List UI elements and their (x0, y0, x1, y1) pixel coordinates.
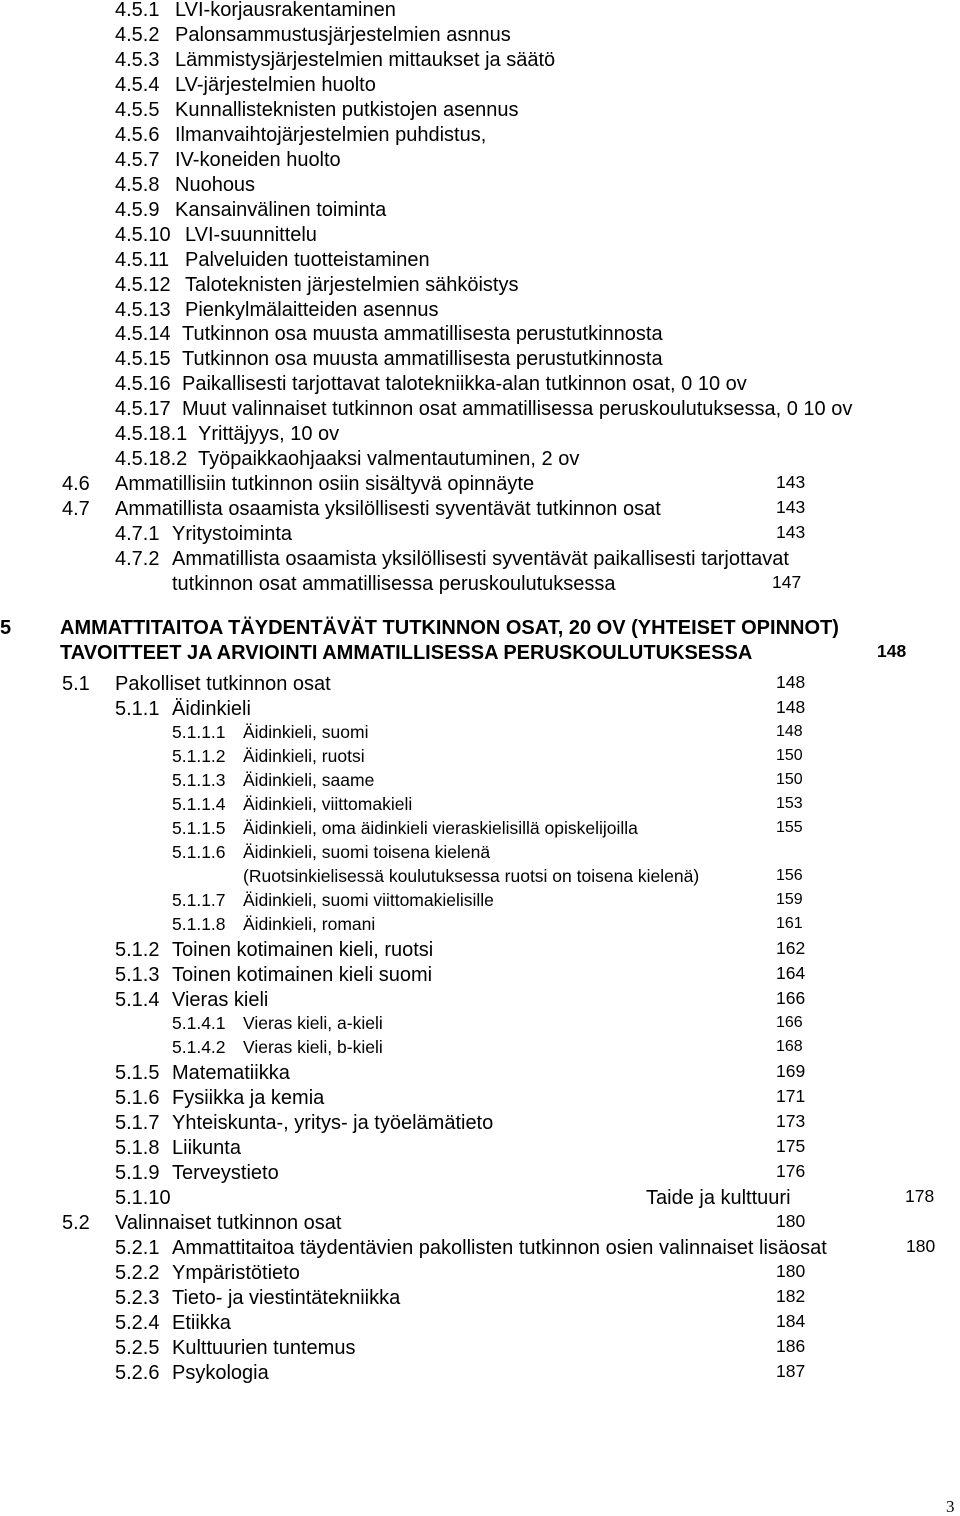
toc-entry-page: 180 (776, 1261, 806, 1281)
toc-entry-number: 4.5.18.1 (115, 423, 188, 445)
toc-entry-title: Liikunta (172, 1137, 241, 1159)
toc-entry-page: 169 (776, 1061, 806, 1081)
toc-entry-number: 4.5.1 (115, 0, 160, 21)
toc-entry-title: Äidinkieli, oma äidinkieli vieraskielisillä opiskelijoilla (243, 818, 638, 838)
toc-entry-title: Äidinkieli, suomi viittomakielisille (243, 890, 494, 910)
toc-entry-number: 5.1.1 (115, 698, 160, 720)
toc-entry-number: 5.2.1 (115, 1237, 160, 1259)
toc-entry-number: 5.2.2 (115, 1262, 160, 1284)
toc-entry-title: Palveluiden tuotteistaminen (185, 249, 430, 271)
toc-entry-number: 5.1.1.7 (172, 890, 226, 910)
toc-entry-page: 178 (905, 1186, 935, 1206)
toc-entry-page: 162 (776, 938, 806, 958)
toc-entry-title: Tutkinnon osa muusta ammatillisesta perustutkinnosta (182, 348, 663, 370)
toc-entry-number: 4.5.11 (115, 249, 170, 271)
toc-entry-number: 4.7.1 (115, 523, 160, 545)
toc-entry-number: 4.5.4 (115, 74, 160, 96)
toc-entry-number: 5.1.6 (115, 1087, 160, 1109)
toc-entry-page: 159 (776, 891, 803, 908)
toc-entry-page: 168 (776, 1038, 803, 1055)
toc-entry-title: tutkinnon osat ammatillisessa peruskoulutuksessa (172, 573, 616, 595)
toc-entry-page: 161 (776, 915, 803, 932)
toc-entry-title: Äidinkieli, saame (243, 770, 375, 790)
toc-entry-title: Ympäristötieto (172, 1262, 300, 1284)
toc-entry-title: Äidinkieli, suomi toisena kielenä (243, 842, 491, 862)
toc-entry-number: 4.5.12 (115, 274, 171, 296)
toc-entry-title: Vieras kieli (172, 989, 269, 1011)
toc-entry-title: Toinen kotimainen kieli, ruotsi (172, 939, 434, 961)
toc-entry-number: 4.5.14 (115, 323, 171, 345)
toc-entry-title: Fysiikka ja kemia (172, 1087, 325, 1109)
toc-entry-number: 4.7.2 (115, 548, 160, 570)
toc-entry-number: 4.7 (62, 498, 90, 520)
toc-entry-title: Äidinkieli, ruotsi (243, 746, 365, 766)
toc-entry-title: Terveystieto (172, 1162, 279, 1184)
toc-entry-title: Paikallisesti tarjottavat talotekniikka-alan tutkinnon osat, 0 10 ov (182, 373, 747, 395)
toc-entry-number: 5.1.1.8 (172, 914, 226, 934)
toc-entry-number: 4.5.6 (115, 124, 160, 146)
toc-entry-title: Toinen kotimainen kieli suomi (172, 964, 433, 986)
toc-entry-number: 5.1 (62, 673, 90, 695)
toc-entry-title: Matematiikka (172, 1062, 290, 1084)
toc-entry-number: 4.6 (62, 473, 90, 495)
toc-entry-number: 5.2.5 (115, 1337, 160, 1359)
toc-entry-title: Lämmistysjärjestelmien mittaukset ja säätö (175, 49, 556, 71)
toc-entry-title: (Ruotsinkielisessä koulutuksessa ruotsi on toisena kielenä) (243, 866, 700, 886)
toc-entry-page: 150 (776, 771, 803, 788)
toc-entry-number: 5 (0, 617, 12, 639)
toc-entry-title: Kulttuurien tuntemus (172, 1337, 356, 1359)
page-number: 3 (946, 1497, 955, 1516)
toc-entry-title: Tutkinnon osa muusta ammatillisesta perustutkinnosta (182, 323, 663, 345)
toc-entry-page: 176 (776, 1161, 806, 1181)
toc-entry-page: 184 (776, 1311, 806, 1331)
toc-entry-title: Vieras kieli, b-kieli (243, 1037, 383, 1057)
toc-entry-number: 4.5.8 (115, 174, 160, 196)
toc-entry-page: 147 (772, 572, 802, 592)
toc-entry-number: 5.1.4.2 (172, 1037, 226, 1057)
toc-entry-title: Äidinkieli, suomi (243, 722, 369, 742)
toc-entry-title: Psykologia (172, 1362, 269, 1384)
toc-entry-number: 4.5.7 (115, 149, 160, 171)
toc-entry-number: 4.5.2 (115, 24, 160, 46)
toc-entry-title: Pienkylmälaitteiden asennus (185, 299, 439, 321)
toc-entry-page: 143 (776, 472, 806, 492)
toc-entry-page: 148 (776, 723, 803, 740)
toc-entry-number: 5.1.9 (115, 1162, 160, 1184)
toc-entry-number: 4.5.13 (115, 299, 171, 321)
toc-entry-title: Palonsammustusjärjestelmien asnnus (175, 24, 511, 46)
toc-entry-number: 4.5.10 (115, 224, 171, 246)
toc-entry-number: 4.5.9 (115, 199, 160, 221)
toc-entry-title: LVI-suunnittelu (185, 224, 317, 246)
toc-entry-page: 143 (776, 497, 806, 517)
toc-entry-title: LV-järjestelmien huolto (175, 74, 376, 96)
toc-entry-number: 5.1.1.2 (172, 746, 226, 766)
toc-entry-title: Etiikka (172, 1312, 231, 1334)
toc-entry-title: Tieto- ja viestintätekniikka (172, 1287, 401, 1309)
toc-entry-page: 148 (776, 697, 806, 717)
toc-entry-page: 186 (776, 1336, 806, 1356)
toc-entry-number: 5.1.1.6 (172, 842, 226, 862)
toc-entry-number: 5.1.1.3 (172, 770, 226, 790)
toc-entry-title: Taide ja kulttuuri (646, 1187, 791, 1209)
toc-entry-title: Ammattitaitoa täydentävien pakollisten tutkinnon osien valinnaiset lisäosat (172, 1237, 827, 1259)
toc-entry-number: 5.1.10 (115, 1187, 171, 1209)
toc-entry-number: 5.1.4 (115, 989, 160, 1011)
toc-entry-title: Kansainvälinen toiminta (175, 199, 387, 221)
toc-entry-number: 4.5.15 (115, 348, 171, 370)
toc-entry-page: 187 (776, 1361, 806, 1381)
toc-entry-page: 173 (776, 1111, 806, 1131)
toc-entry-page: 143 (776, 522, 806, 542)
toc-entry-number: 5.1.3 (115, 964, 160, 986)
toc-entry-title: Kunnallisteknisten putkistojen asennus (175, 99, 519, 121)
toc-entry-title: Vieras kieli, a-kieli (243, 1013, 383, 1033)
toc-entry-title: Taloteknisten järjestelmien sähköistys (185, 274, 519, 296)
toc-entry-page: 166 (776, 988, 806, 1008)
toc-entry-number: 5.1.2 (115, 939, 160, 961)
toc-entry-title: Nuohous (175, 174, 256, 196)
toc-entry-number: 4.5.3 (115, 49, 160, 71)
toc-entry-title: Ammatillisiin tutkinnon osiin sisältyvä opinnäyte (115, 473, 535, 495)
toc-entry-number: 5.1.7 (115, 1112, 160, 1134)
toc-entry-number: 5.2 (62, 1212, 90, 1234)
toc-entry-title: Työpaikkaohjaaksi valmentautuminen, 2 ov (198, 448, 580, 470)
toc-entry-page: 180 (906, 1236, 936, 1256)
toc-entry-number: 4.5.18.2 (115, 448, 188, 470)
toc-entry-page: 155 (776, 819, 803, 836)
toc-entry-number: 4.5.16 (115, 373, 171, 395)
toc-entry-title: IV-koneiden huolto (175, 149, 341, 171)
toc-entry-page: 150 (776, 747, 803, 764)
toc-entry-number: 5.1.5 (115, 1062, 160, 1084)
toc-entry-title: LVI-korjausrakentaminen (175, 0, 396, 21)
toc-entry-page: 164 (776, 963, 806, 983)
toc-entry-title: Ammatillista osaamista yksilöllisesti syventävät paikallisesti tarjottavat (172, 548, 789, 570)
toc-entry-page: 148 (877, 641, 907, 661)
toc-entry-title: Äidinkieli, romani (243, 914, 376, 934)
toc-entry-title: Yhteiskunta-, yritys- ja työelämätieto (172, 1112, 494, 1134)
toc-entry-page: 171 (776, 1086, 806, 1106)
toc-entry-number: 5.1.1.5 (172, 818, 226, 838)
toc-entry-title: AMMATTITAITOA TÄYDENTÄVÄT TUTKINNON OSAT, 20 OV (YHTEISET OPINNOT) (60, 617, 839, 639)
toc-entry-title: Ilmanvaihtojärjestelmien puhdistus, (175, 124, 487, 146)
toc-entry-number: 5.2.4 (115, 1312, 160, 1334)
toc-entry-page: 182 (776, 1286, 806, 1306)
toc-entry-title: Yritystoiminta (172, 523, 293, 545)
toc-entry-number: 5.1.8 (115, 1137, 160, 1159)
toc-entry-page: 175 (776, 1136, 806, 1156)
toc-entry-title: Muut valinnaiset tutkinnon osat ammatillisessa peruskoulutuksessa, 0 10 ov (182, 398, 853, 420)
toc-entry-title: Pakolliset tutkinnon osat (115, 673, 331, 695)
toc-entry-page: 156 (776, 867, 803, 884)
toc-entry-number: 4.5.5 (115, 99, 160, 121)
toc-entry-title: Äidinkieli, viittomakieli (243, 794, 413, 814)
toc-entry-title: TAVOITTEET JA ARVIOINTI AMMATILLISESSA PERUSKOULUTUKSESSA (60, 642, 753, 664)
toc-entry-page: 166 (776, 1014, 803, 1031)
toc-entry-title: Valinnaiset tutkinnon osat (115, 1212, 342, 1234)
toc-entry-page: 180 (776, 1211, 806, 1231)
toc-entry-title: Ammatillista osaamista yksilöllisesti syventävät tutkinnon osat (115, 498, 661, 520)
toc-entry-number: 5.1.1.1 (172, 722, 226, 742)
toc-entry-number: 5.1.1.4 (172, 794, 226, 814)
toc-entry-number: 5.1.4.1 (172, 1013, 226, 1033)
toc-entry-page: 153 (776, 795, 803, 812)
toc-entry-number: 4.5.17 (115, 398, 171, 420)
toc-entry-title: Äidinkieli (172, 698, 251, 720)
toc-entry-title: Yrittäjyys, 10 ov (198, 423, 340, 445)
toc-entry-number: 5.2.3 (115, 1287, 160, 1309)
toc-entry-page: 148 (776, 672, 806, 692)
toc-entry-number: 5.2.6 (115, 1362, 160, 1384)
